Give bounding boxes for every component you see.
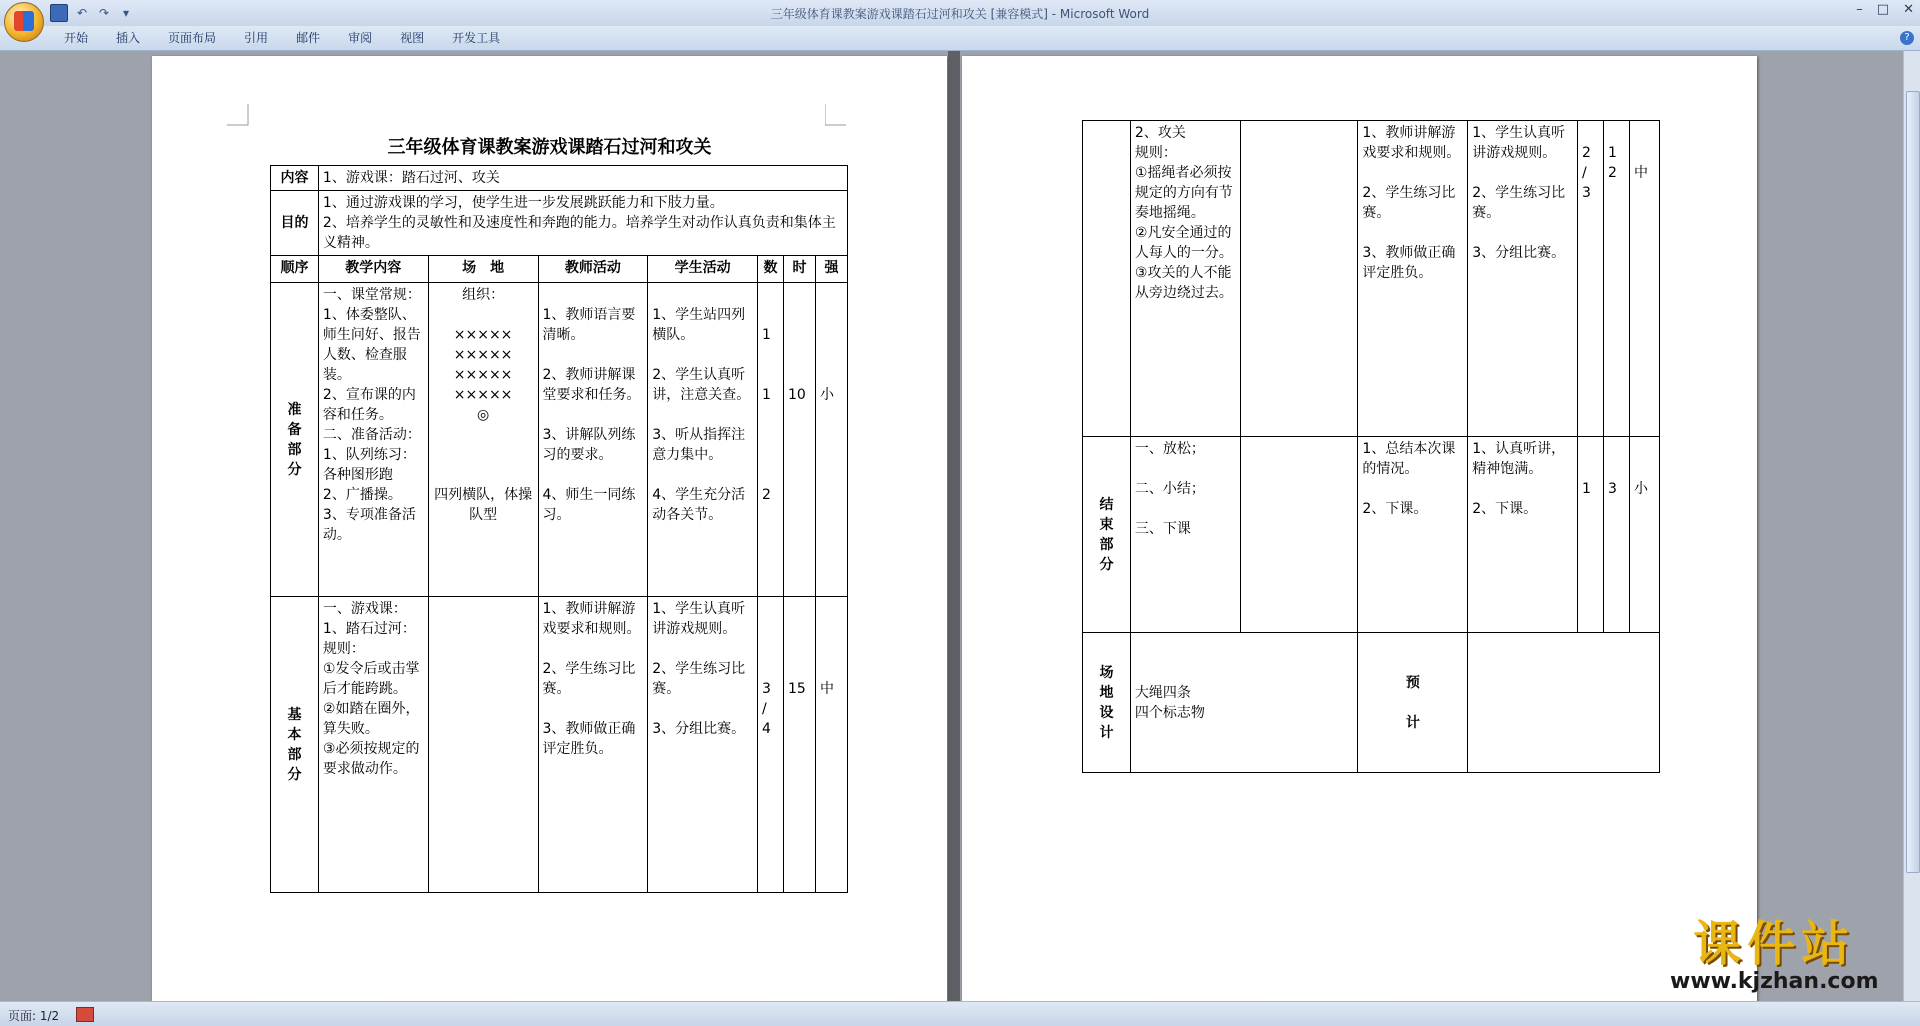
table-row (271, 283, 848, 597)
col-header-field: 场 地 (428, 256, 538, 283)
section-label: 基 本 部 分 (271, 597, 319, 893)
goal-value[interactable]: 1、通过游戏课的学习，使学生进一步发展跳跃能力和下肢力量。 2、培养学生的灵敏性和及速度性和奔跑的能力。培养学生对动作认真负责和集体主义精神。 (318, 191, 847, 256)
col-header-order: 顺序 (271, 256, 319, 283)
page-1 (152, 56, 947, 1001)
row-time[interactable]: 3 (1603, 437, 1629, 633)
ribbon (0, 26, 1920, 51)
row-content[interactable]: 2、攻关 规则： ①摇绳者必须按规定的方向有节奏地摇绳。 ②凡安全通过的人每人的一分。 ③攻关的人不能从旁边绕过去。 (1130, 121, 1240, 437)
row-time[interactable]: 10 (784, 283, 816, 597)
row-count[interactable]: 3 / 4 (758, 597, 784, 893)
section-label: 结 束 部 分 (1083, 437, 1131, 633)
row-student[interactable]: 1、学生认真听讲游戏规则。 2、学生练习比赛。 3、分组比赛。 (648, 597, 758, 893)
tab-references[interactable]: 引用 (244, 31, 269, 45)
row-intensity[interactable]: 小 (1629, 437, 1659, 633)
corner-mark-icon (825, 104, 847, 126)
row-content[interactable]: 一、游戏课： 1、踏石过河： 规则： ①发令后或击掌后才能跨跳。 ②如踏在圈外，算失败。 ③必须按规定的要求做动作。 (318, 597, 428, 893)
estimate-label: 预 计 (1358, 633, 1468, 773)
col-header-intensity: 强 (815, 256, 847, 283)
section-label: 准 备 部 分 (271, 283, 319, 597)
row-time[interactable]: 1 2 (1603, 121, 1629, 437)
document-workspace (0, 51, 1903, 1001)
venue-label: 场 地 设 计 (1083, 633, 1131, 773)
content-label: 内容 (271, 166, 319, 191)
office-logo-icon (14, 11, 34, 31)
row-count[interactable]: 2 / 3 (1578, 121, 1604, 437)
undo-icon[interactable]: ↶ (76, 6, 88, 20)
close-icon[interactable]: ✕ (1903, 2, 1914, 17)
document-title: 三年级体育课教案游戏课踏石过河和攻关 (387, 137, 712, 158)
title-bar (0, 0, 1920, 27)
tab-page-layout[interactable]: 页面布局 (168, 31, 217, 45)
scrollbar-thumb[interactable] (1906, 91, 1920, 873)
col-header-student: 学生活动 (648, 256, 758, 283)
save-icon[interactable] (50, 4, 68, 22)
col-header-count: 数 (758, 256, 784, 283)
proofing-icon[interactable] (76, 1007, 94, 1022)
row-count[interactable]: 1 1 2 (758, 283, 784, 597)
window-controls (1856, 2, 1914, 17)
row-content[interactable]: 一、放松； 二、小结； 三、下课 (1130, 437, 1240, 633)
vertical-scrollbar[interactable] (1903, 51, 1920, 1001)
row-content[interactable]: 一、课堂常规： 1、体委整队、师生问好、报告人数、检查服装。 2、宣布课的内容和任务。 二、准备活动： 1、队列练习：各种图形跑 2、广播操。 3、专项准备活动。 (318, 283, 428, 597)
table-row (1083, 121, 1660, 437)
row-time[interactable]: 15 (784, 597, 816, 893)
row-intensity[interactable]: 中 (1629, 121, 1659, 437)
tab-view[interactable]: 视图 (400, 31, 425, 45)
col-header-time: 时 (784, 256, 816, 283)
table-row (271, 597, 848, 893)
lesson-table (270, 165, 848, 893)
row-field[interactable] (1240, 437, 1358, 633)
table-row (1083, 437, 1660, 633)
page-indicator[interactable]: 页面: 1/2 (8, 1009, 60, 1023)
col-header-content: 教学内容 (318, 256, 428, 283)
watermark-url: www.kjzhan.com (1670, 969, 1879, 994)
page-2 (962, 56, 1757, 1001)
tab-developer[interactable]: 开发工具 (452, 31, 501, 45)
row-field[interactable]: 组织： ××××× ××××× ××××× ××××× ◎ 四列横队，体操队型 (428, 283, 538, 597)
estimate-value[interactable] (1468, 633, 1660, 773)
content-value[interactable]: 1、游戏课：踏石过河、攻关 (318, 166, 847, 191)
table-row (1083, 633, 1660, 773)
customize-qat-icon[interactable]: ▾ (122, 6, 130, 20)
row-field[interactable] (428, 597, 538, 893)
office-button[interactable] (4, 2, 44, 42)
goal-label: 目的 (271, 191, 319, 256)
watermark-text: 课件站 (1693, 916, 1856, 972)
venue-value[interactable]: 大绳四条 四个标志物 (1130, 633, 1358, 773)
tab-review[interactable]: 审阅 (348, 31, 373, 45)
row-student[interactable]: 1、学生认真听讲游戏规则。 2、学生练习比赛。 3、分组比赛。 (1468, 121, 1578, 437)
tab-home[interactable]: 开始 (64, 31, 89, 45)
watermark-logo (1670, 918, 1879, 994)
row-teacher[interactable]: 1、教师讲解游戏要求和规则。 2、学生练习比赛。 3、教师做正确评定胜负。 (1358, 121, 1468, 437)
window-title: 三年级体育课教案游戏课踏石过河和攻关 [兼容模式] - Microsoft Word (770, 7, 1150, 21)
page-gap (948, 51, 960, 1001)
row-intensity[interactable]: 小 (815, 283, 847, 597)
tab-insert[interactable]: 插入 (116, 31, 141, 45)
col-header-teacher: 教师活动 (538, 256, 648, 283)
quick-access-toolbar (50, 4, 134, 22)
row-teacher[interactable]: 1、总结本次课的情况。 2、下课。 (1358, 437, 1468, 633)
minimize-icon[interactable]: – (1856, 2, 1863, 17)
corner-mark-icon (227, 104, 249, 126)
row-teacher[interactable]: 1、教师讲解游戏要求和规则。 2、学生练习比赛。 3、教师做正确评定胜负。 (538, 597, 648, 893)
lesson-table-continued (1082, 120, 1660, 773)
row-field[interactable] (1240, 121, 1358, 437)
redo-icon[interactable]: ↷ (98, 6, 110, 20)
help-icon[interactable]: ? (1900, 31, 1914, 45)
row-count[interactable]: 1 (1578, 437, 1604, 633)
row-intensity[interactable]: 中 (815, 597, 847, 893)
row-student[interactable]: 1、认真听讲，精神饱满。 2、下课。 (1468, 437, 1578, 633)
tab-mailings[interactable]: 邮件 (296, 31, 321, 45)
row-student[interactable]: 1、学生站四列横队。 2、学生认真听讲，注意关查。 3、听从指挥注意力集中。 4、学生充分活动各关节。 (648, 283, 758, 597)
maximize-icon[interactable]: □ (1876, 2, 1890, 17)
status-bar (0, 1001, 1920, 1026)
section-label (1083, 121, 1131, 437)
row-teacher[interactable]: 1、教师语言要清晰。 2、教师讲解课堂要求和任务。 3、讲解队列练习的要求。 4、师生一同练习。 (538, 283, 648, 597)
